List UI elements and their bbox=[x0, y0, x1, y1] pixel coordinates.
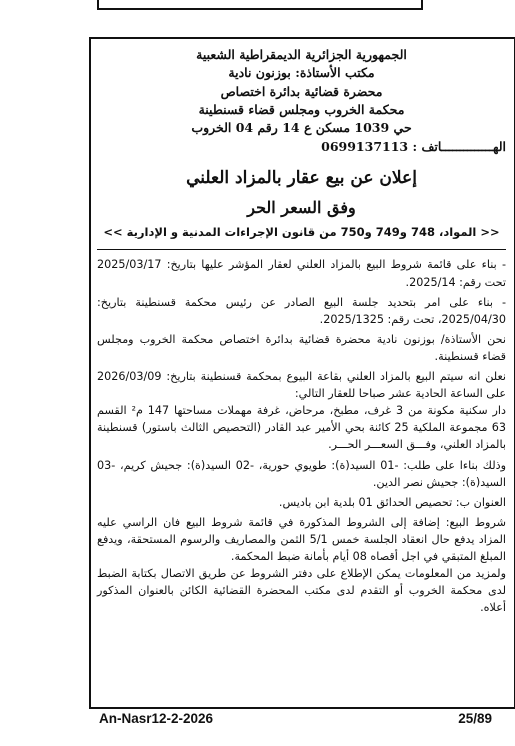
paragraph-bailiff: نحن الأستاذة/ بوزنون نادية محضرة قضائية بدائرة اختصاص محكمة الخروب ومجلس قضاء قسنطينة. bbox=[97, 332, 506, 363]
notice-reference: 25/89 bbox=[458, 710, 492, 726]
notice-title: إعلان عن بيع عقار بالمزاد العلني bbox=[186, 168, 417, 189]
paragraph-session-order: - بناء على امر بتحديد جلسة البيع الصادر عن رئيس محكمة قسنطينة بتاريخ: 2025/04/30، تحت رقم: 2025/1325. bbox=[97, 295, 506, 326]
paragraph-conditions-list: - بناء على قائمة شروط البيع بالمزاد العلني لعقار المؤشر عليها بتاريخ: 2025/03/17 تحت رقم: 2025/14. bbox=[97, 258, 506, 289]
phone-line bbox=[97, 138, 506, 156]
header-line-office: مكتب الأستاذة: بوزنون نادية bbox=[228, 65, 375, 81]
top-border-fragment bbox=[97, 0, 423, 10]
paragraph-requesters: وذلك بناءا على طلب: -01 السيد(ة): طويوي حورية، -02 السيد(ة): جحيش كريم، -03 السيد(ة): جحيش نصر الدين. bbox=[97, 458, 506, 489]
phone-label: الهــــــــــــــاتف : bbox=[412, 139, 506, 155]
publication-stamp: An-Nasr12-2-2026 bbox=[99, 710, 214, 726]
header-line-role: محضرة قضائية بدائرة اختصاص bbox=[220, 83, 383, 99]
header-line-court: محكمة الخروب ومجلس قضاء قسنطينة bbox=[198, 101, 405, 117]
paragraph-sale-date: نعلن انه سيتم البيع بالمزاد العلني بقاعة البيوع بمحكمة قسنطينة بتاريخ: 2026/03/09 على الساعة الحادية عشر صباحا للعقار التالي: bbox=[97, 370, 506, 401]
paragraph-more-info: ولمزيد من المعلومات يمكن الإطلاع على دفتر الشروط عن طريق الاتصال بكتابة الضبط لدى محكمة الخروب أو التقدم لدى مكتب المحضرة القضائية الكائن بالعنوان المذكور أعلاه. bbox=[97, 567, 506, 615]
issuer-header bbox=[97, 46, 506, 137]
paragraph-address: العنوان ب: تحصيص الحدائق 01 بلدية ابن باديس. bbox=[278, 495, 506, 509]
paragraph-sale-terms: شروط البيع: إضافة إلى الشروط المذكورة في قائمة شروط البيع فان الراسي عليه المزاد يدفع حال انعقاد الجلسة خمس 5/1 الثمن والمصاريف والرسوم المستحقة، ويدفع المبلغ المتبقي في اجل أقصاه 08 أيام بأمانة ضبط المحكمة. bbox=[97, 515, 507, 563]
header-line-republic: الجمهورية الجزائرية الديمقراطية الشعبية bbox=[196, 47, 407, 62]
notice-content bbox=[91, 39, 514, 707]
publication-footer bbox=[91, 707, 514, 729]
divider bbox=[97, 249, 506, 250]
paragraph-property: دار سكنية مكونة من 3 غرف، مطبخ، مرحاض، غرفة مهملات مساحتها 147 م² القسم 63 مجموعة الملكية 25 كائنة بحي الأمير عبد القادر (التحصيص الثالث باستور) قسنطينة بالمزاد العلني، وفـــق السعـــر الحـــر. bbox=[97, 404, 506, 452]
notice-subtitle: وفق السعر الحر bbox=[247, 198, 356, 218]
legal-articles: << المواد، 748 و749 و750 من قانون الإجراءات المدنية و الإدارية >> bbox=[103, 225, 500, 240]
phone-number: 0699137113 bbox=[321, 139, 409, 155]
header-line-address: حي 1039 مسكن ع 14 رقم 04 الخروب bbox=[191, 120, 412, 136]
notice-body bbox=[97, 256, 506, 616]
